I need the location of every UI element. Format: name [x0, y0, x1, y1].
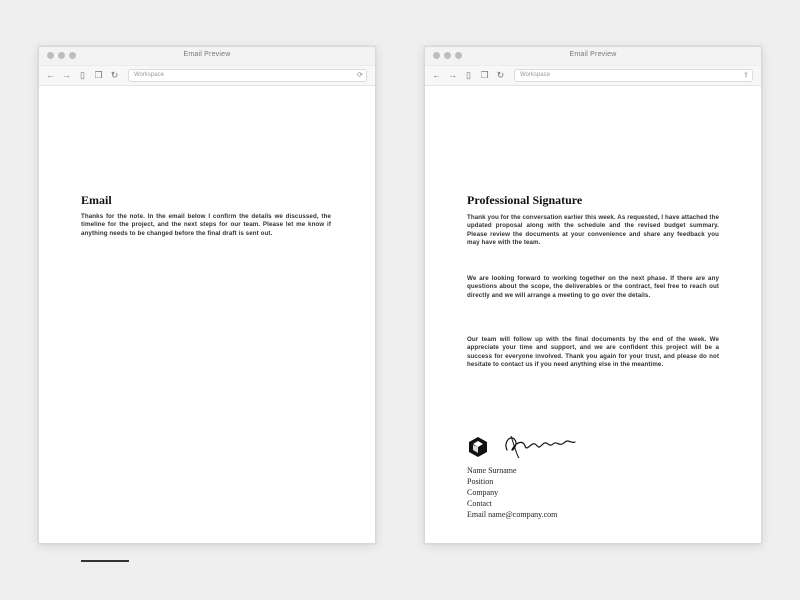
- document-icon[interactable]: ▯: [466, 70, 471, 80]
- contact-email[interactable]: Email name@company.com: [467, 510, 558, 519]
- title-bar: [425, 47, 761, 66]
- title-bar: [39, 47, 375, 66]
- toolbar: [425, 66, 761, 86]
- copy-icon[interactable]: ❐: [480, 70, 489, 80]
- document-icon[interactable]: ▯: [80, 70, 85, 80]
- copy-icon[interactable]: ❐: [94, 70, 103, 80]
- signature-window: [424, 46, 762, 544]
- body-paragraph: We are looking forward to working together on the next phase. If there are any questions about the scope, the deliverables or the contract, feel free to reach out directly and we will arrange a meeting to go over the details.: [467, 275, 719, 299]
- contact-company: Company: [467, 488, 499, 497]
- reload-icon[interactable]: ⟳: [357, 72, 363, 79]
- body-paragraph: Thanks for the note. In the email below I confirm the details we discussed, the timeline for the project, and the next steps for our team. Please let me know if anything needs to be changed before the final draft is sent out.: [81, 213, 331, 237]
- company-logo-icon: [467, 436, 489, 458]
- window-title: Email Preview: [569, 51, 617, 58]
- address-text: Workspace: [134, 72, 164, 78]
- email-window: [38, 46, 376, 544]
- divider-line: [81, 560, 129, 562]
- address-bar[interactable]: [514, 69, 753, 82]
- back-arrow-icon[interactable]: ←: [432, 70, 441, 80]
- contact-phone: Contact: [467, 499, 492, 508]
- forward-arrow-icon[interactable]: →: [448, 70, 457, 80]
- refresh-icon[interactable]: ↻: [110, 70, 119, 80]
- page-title: Email: [81, 193, 112, 207]
- contact-position: Position: [467, 477, 494, 486]
- page-title: Professional Signature: [467, 193, 583, 207]
- address-text: Workspace: [520, 72, 550, 78]
- forward-arrow-icon[interactable]: →: [62, 70, 71, 80]
- handwritten-signature: [497, 430, 577, 460]
- body-paragraph: Thank you for the conversation earlier this week. As requested, I have attached the updated proposal along with the schedule and the revised budget summary. Please review the documents at your convenience and share any feedback you may have with the team.: [467, 214, 719, 247]
- window-title: Email Preview: [183, 51, 231, 58]
- body-paragraph: Our team will follow up with the final documents by the end of the week. We appreciate your time and support, and we are confident this project will be a success for everyone involved. Thank you again for your trust, and please do not hesitate to contact us if you need anything else in the meantime.: [467, 336, 719, 369]
- toolbar: [39, 66, 375, 86]
- contact-block: [467, 465, 557, 520]
- back-arrow-icon[interactable]: ←: [46, 70, 55, 80]
- share-icon[interactable]: ⇪: [743, 72, 749, 79]
- refresh-icon[interactable]: ↻: [496, 70, 505, 80]
- contact-name: Name Surname: [467, 466, 517, 475]
- address-bar[interactable]: [128, 69, 367, 82]
